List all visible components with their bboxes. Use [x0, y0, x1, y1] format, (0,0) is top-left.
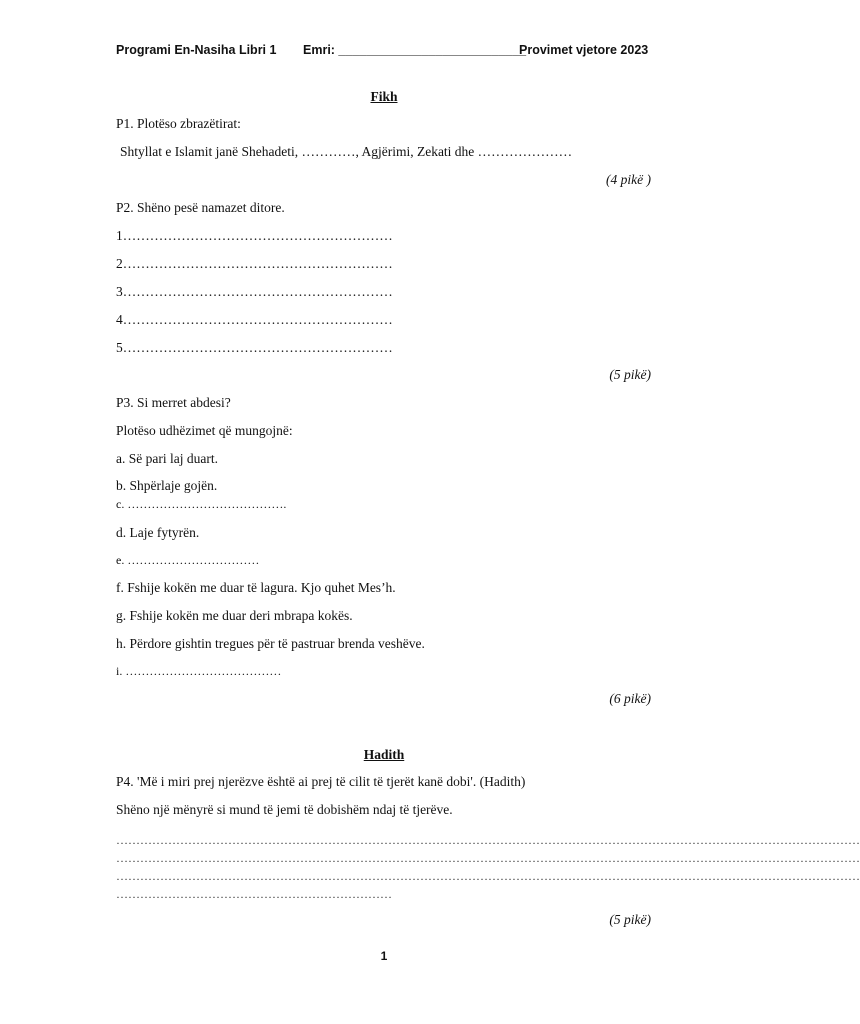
- prayer-answer-line-4: 4……………………………………………………: [116, 312, 393, 327]
- name-field-label: Emri: ___________________________: [303, 43, 527, 57]
- question-2-points: (5 pikë): [609, 367, 651, 382]
- section-title-fikh: Fikh: [370, 89, 398, 104]
- prayer-answer-line-5: 5……………………………………………………: [116, 340, 393, 355]
- answer-line-2: ……………………………………………………………………………………………………………………………………………………………………: [116, 851, 860, 865]
- ablution-step-c: c. ………………………………….: [116, 497, 287, 511]
- prayer-answer-line-1: 1……………………………………………………: [116, 228, 393, 243]
- question-1-sentence: Shtyllat e Islamit janë Shehadeti, …………, Agjërimi, Zekati dhe …………………: [120, 144, 573, 159]
- prayer-answer-line-2: 2……………………………………………………: [116, 256, 393, 271]
- ablution-step-d: d. Laje fytyrën.: [116, 525, 200, 540]
- ablution-step-g: g. Fshije kokën me duar deri mbrapa kokës.: [116, 608, 353, 623]
- section-title-hadith: Hadith: [363, 747, 405, 762]
- question-3-points: (6 pikë): [609, 691, 651, 706]
- exam-title: Provimet vjetore 2023: [519, 43, 649, 57]
- question-2: P2. Shëno pesë namazet ditore.: [116, 200, 285, 215]
- prayer-answer-line-3: 3……………………………………………………: [116, 284, 393, 299]
- ablution-step-b: b. Shpërlaje gojën.: [116, 478, 218, 493]
- answer-line-1: ……………………………………………………………………………………………………………………………………………………………………: [116, 833, 860, 847]
- question-4: P4. 'Më i miri prej njerëzve është ai prej të cilit të tjerët kanë dobi'. (Hadith): [116, 774, 526, 789]
- question-1-points: (4 pikë ): [606, 172, 651, 187]
- program-title: Programi En-Nasiha Libri 1: [116, 43, 277, 57]
- question-4-instruction: Shëno një mënyrë si mund të jemi të dobishëm ndaj të tjerëve.: [116, 802, 453, 817]
- ablution-step-e: e. ……………………………: [116, 553, 260, 567]
- ablution-step-a: a. Së pari laj duart.: [116, 451, 218, 466]
- question-3-instruction: Plotëso udhëzimet që mungojnë:: [116, 423, 293, 438]
- question-4-points: (5 pikë): [609, 912, 651, 927]
- question-3: P3. Si merret abdesi?: [116, 395, 231, 410]
- answer-line-3: ……………………………………………………………………………………………………………………………………………………………………: [116, 869, 860, 883]
- page-number: 1: [380, 949, 388, 963]
- answer-line-4: ……………………………………………………………: [116, 887, 392, 901]
- ablution-step-h: h. Përdore gishtin tregues për të pastruar brenda veshëve.: [116, 636, 425, 651]
- question-1: P1. Plotëso zbrazëtirat:: [116, 116, 241, 131]
- ablution-step-f: f. Fshije kokën me duar të lagura. Kjo quhet Mes’h.: [116, 580, 396, 595]
- ablution-step-i: i. …………………………………: [116, 664, 282, 678]
